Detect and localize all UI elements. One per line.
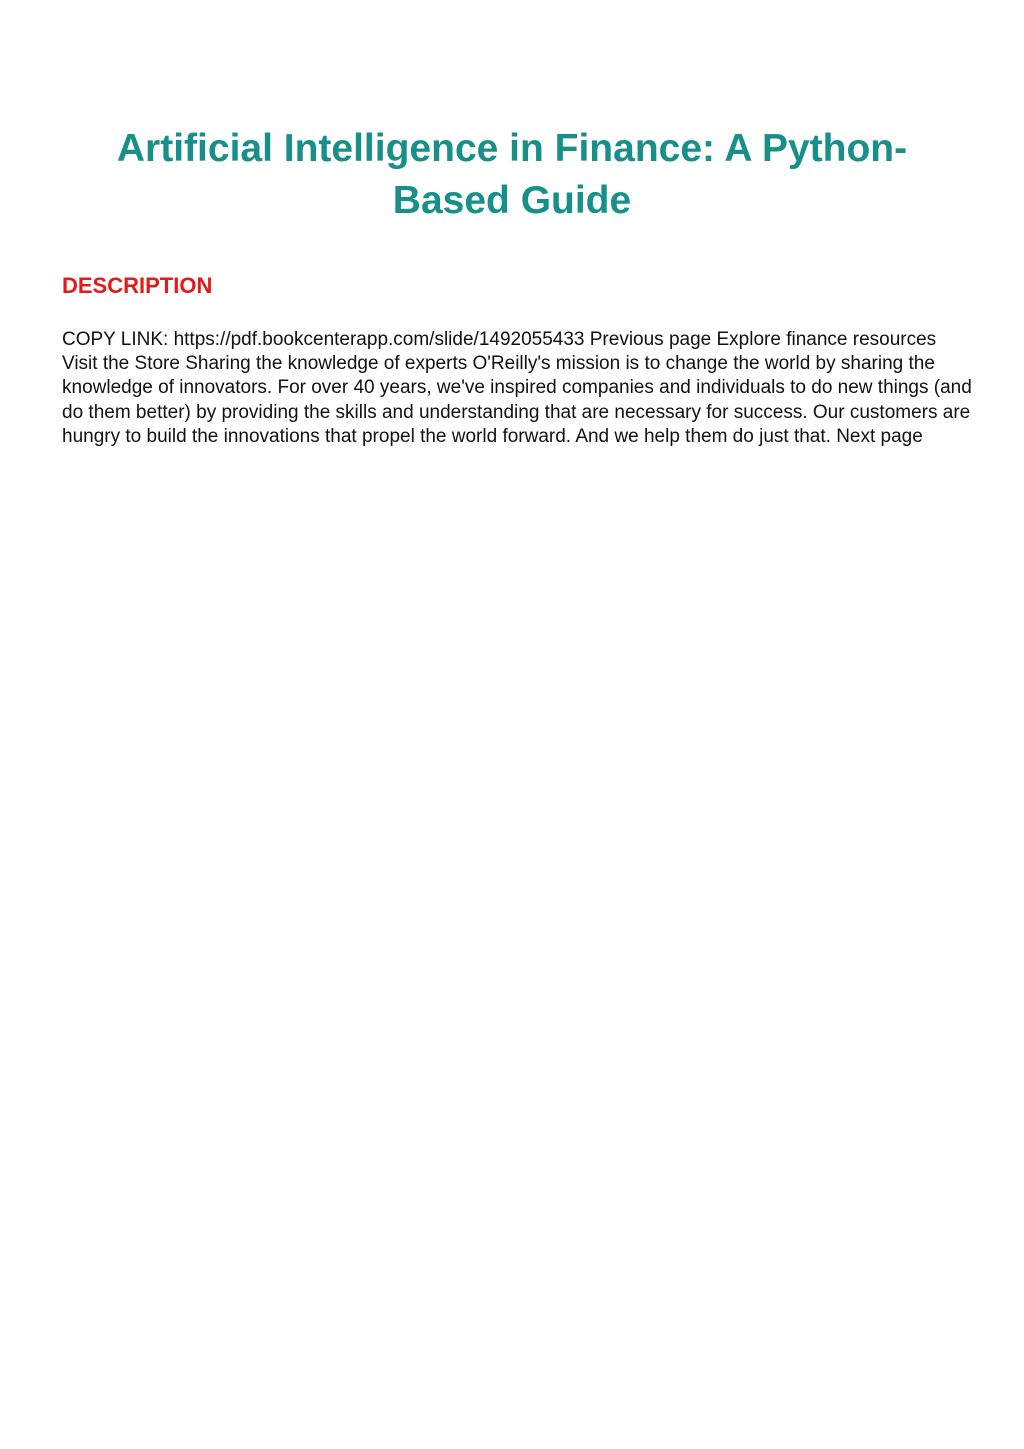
description-text: COPY LINK: https://pdf.bookcenterapp.com/slide/1492055433 Previous page Explore finance resources Visit the Store Sharing the knowledge of experts O'Reilly's mission is to change the world by sharing the knowledge of innovators. For over 40 years, we've inspired companies and individuals to do new things (and do them better) by providing the skills and understanding that are necessary for success. Our customers are hungry to build the innovations that propel the world forward. And we help them do just that. Next page (62, 329, 972, 447)
document-title: Artificial Intelligence in Finance: A Python-Based Guide (116, 127, 908, 222)
section-heading-description: DESCRIPTION (62, 273, 213, 298)
